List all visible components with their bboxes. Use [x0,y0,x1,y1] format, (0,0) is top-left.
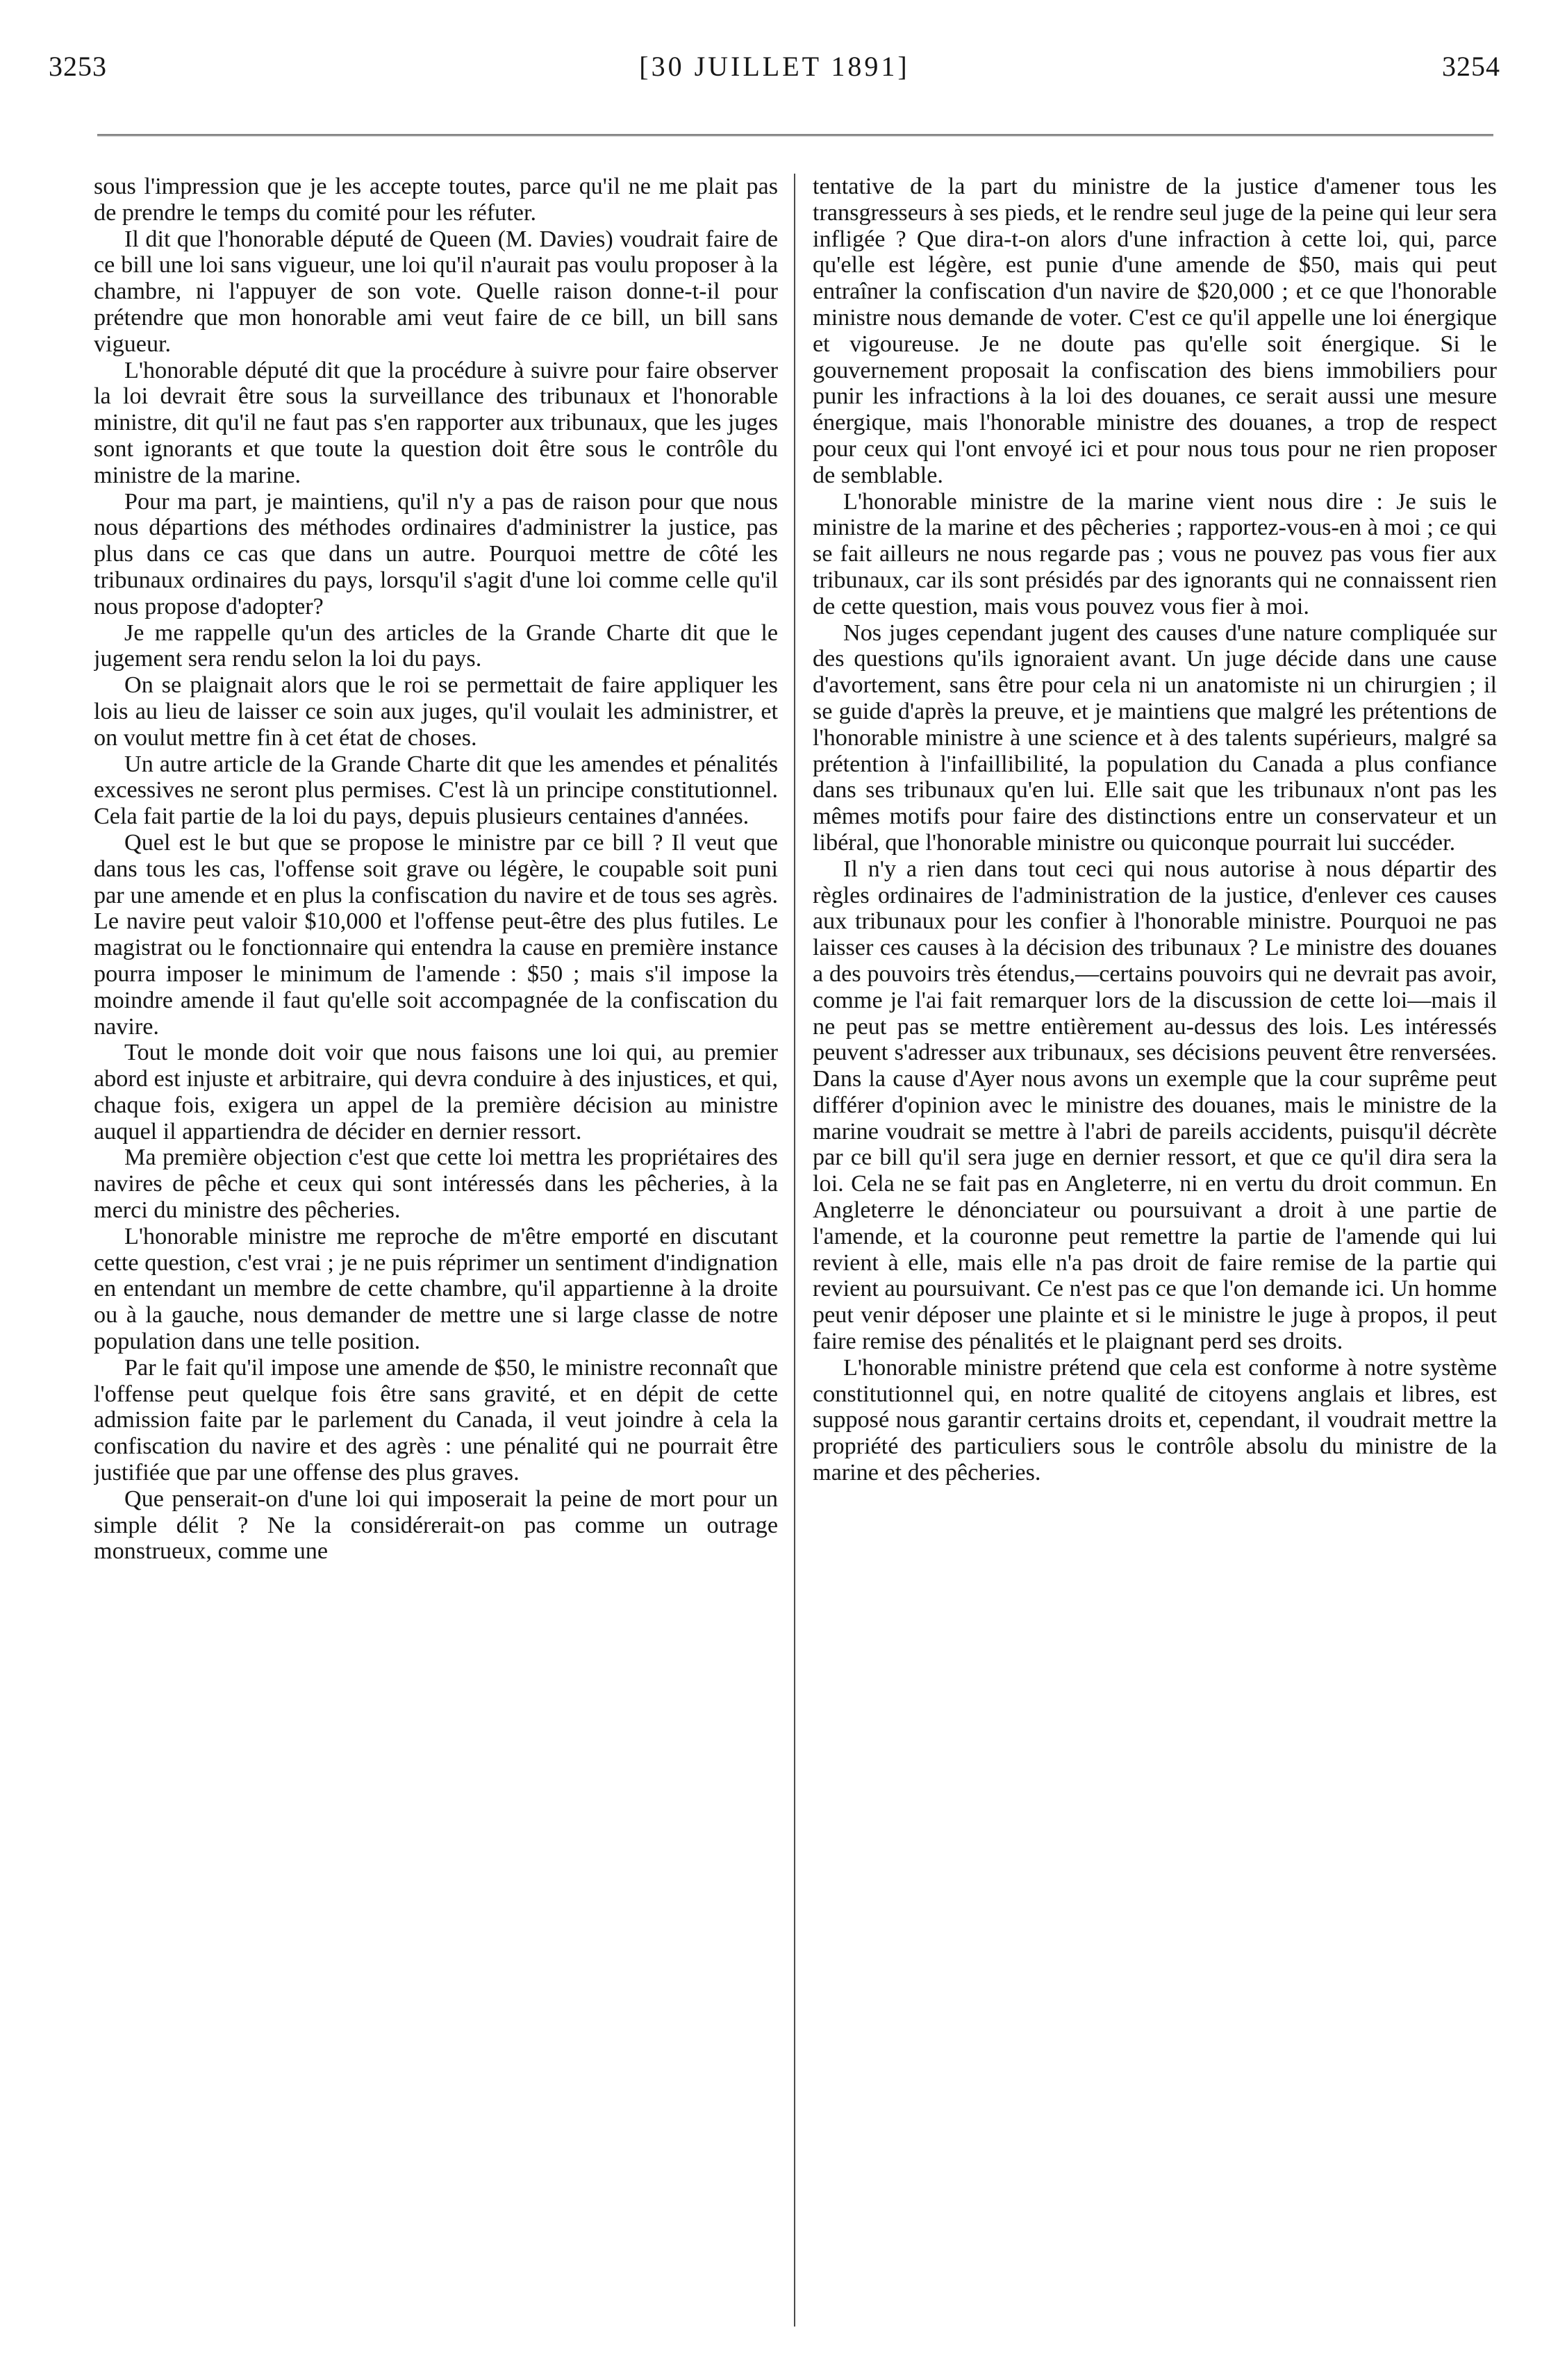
paragraph: Ma première objection c'est que cette loi mettra les propriétaires des navires de pêche et ceux qui sont intéressés dans les pêcheries, à la merci du ministre des pêcheries. [94,1145,778,1224]
paragraph: Quel est le but que se propose le ministre par ce bill ? Il veut que dans tous les cas, l'offense soit grave ou légère, le coupable soit puni par une amende et en plus la confiscation du navire et de tous ses agrès. Le navire peut valoir $10,000 et l'offense peut-être des plus futiles. Le magistrat ou le fonctionnaire qui entendra la cause en première instance pourra imposer le minimum de l'amende : $50 ; mais s'il impose la moindre amende il faut qu'elle soit accompagnée de la confiscation du navire. [94,829,778,1040]
page-number-right: 3254 [1442,51,1500,82]
paragraph: Par le fait qu'il impose une amende de $50, le ministre reconnaît que l'offense peut quelque fois être sans gravité, et en dépit de cette admission faite par le parlement du Canada, il veut joindre à cela la confiscation du navire et des agrès : une pénalité qui ne pourrait être justifiée que par une offense des plus graves. [94,1354,778,1486]
paragraph: Que penserait-on d'une loi qui imposerait la peine de mort pour un simple délit ? Ne la considérerait-on pas comme un outrage monstrueux, comme une [94,1486,778,1565]
right-column [813,174,1497,2333]
header-rule [97,134,1493,136]
page-header [49,50,1500,99]
paragraph: Tout le monde doit voir que nous faisons une loi qui, au premier abord est injuste et arbitraire, qui devra conduire à des injustices, et qui, chaque fois, exigera un appel de la première décision au ministre auquel il appartiendra de décider en dernier ressort. [94,1040,778,1145]
page-number-left: 3253 [49,51,107,82]
paragraph: Il dit que l'honorable député de Queen (M. Davies) voudrait faire de ce bill une loi sans vigueur, une loi qu'il n'aurait pas voulu proposer à la chambre, ni l'appuyer de son vote. Quelle raison donne-t-il pour prétendre que mon honorable ami veut faire de ce bill, un bill sans vigueur. [94,226,778,357]
paragraph: L'honorable ministre prétend que cela est conforme à notre système constitutionnel qui, en notre qualité de citoyens anglais et libres, est supposé nous garantir certains droits et, cependant, il voudrait mettre la propriété des particuliers sous le contrôle absolu du ministre de la marine et des pêcheries. [813,1354,1497,1486]
paragraph: sous l'impression que je les accepte toutes, parce qu'il ne me plait pas de prendre le temps du comité pour les réfuter. [94,174,778,226]
left-column [94,174,778,2333]
paragraph: Je me rappelle qu'un des articles de la Grande Charte dit que le jugement sera rendu selon la loi du pays. [94,619,778,672]
column-divider [794,174,795,2327]
header-date: [30 JUILLET 1891] [639,51,910,82]
paragraph: L'honorable député dit que la procédure à suivre pour faire observer la loi devrait être sous la surveillance des tribunaux et l'honorable ministre, dit qu'il ne faut pas s'en rapporter aux tribunaux, que les juges sont ignorants et que toute la question doit être sous le contrôle du ministre de la marine. [94,357,778,488]
paragraph: L'honorable ministre de la marine vient nous dire : Je suis le ministre de la marine et des pêcheries ; rapportez-vous-en à moi ; ce qui se fait ailleurs ne nous regarde pas ; vous ne pouvez pas vous fier aux tribunaux, car ils sont présidés par des ignorants qui ne connaissent rien de cette question, mais vous pouvez vous fier à moi. [813,488,1497,619]
paragraph: Nos juges cependant jugent des causes d'une nature compliquée sur des questions qu'ils ignoraient avant. Un juge décide dans une cause d'avortement, sans être pour cela ni un anatomiste ni un chirurgien ; il se guide d'après la preuve, et je maintiens que malgré les prétentions de l'honorable ministre à une science et à des talents supérieurs, malgré sa prétention à l'infaillibilité, la population du Canada a plus confiance dans ses tribunaux qu'en lui. Elle sait que les tribunaux n'ont pas les mêmes motifs pour faire des distinctions entre un conservateur et un libéral, que l'honorable ministre ou quiconque pourrait lui succéder. [813,619,1497,856]
paragraph: Pour ma part, je maintiens, qu'il n'y a pas de raison pour que nous nous départions des méthodes ordinaires d'administrer la justice, pas plus dans ce cas que dans un autre. Pourquoi mettre de côté les tribunaux ordinaires du pays, lorsqu'il s'agit d'une loi comme celle qu'il nous propose d'adopter? [94,488,778,619]
paragraph-continuation: tentative de la part du ministre de la justice d'amener tous les transgresseurs à ses pieds, et le rendre seul juge de la peine qui leur sera infligée ? Que dira-t-on alors d'une infraction à cette loi, qui, parce qu'elle est légère, est punie d'une amende de $50, mais qui peut entraîner la confiscation d'un navire de $20,000 ; et ce que l'honorable ministre nous demande de voter. C'est ce qu'il appelle une loi énergique et vigoureuse. Je ne doute pas qu'elle soit énergique. Si le gouvernement proposait la confiscation des biens immobiliers pour punir les infractions à la loi des douanes, ce serait aussi une mesure énergique, mais l'honorable ministre des douanes, a trop de respect pour ceux qui l'ont envoyé ici et pour nous tous pour ne rien proposer de semblable. [813,174,1497,488]
paragraph: L'honorable ministre me reproche de m'être emporté en discutant cette question, c'est vrai ; je ne puis réprimer un sentiment d'indignation en entendant un membre de cette chambre, qu'il appartienne à la droite ou à la gauche, nous demander de mettre une si large classe de notre population dans une telle position. [94,1223,778,1355]
paragraph: Il n'y a rien dans tout ceci qui nous autorise à nous départir des règles ordinaires de l'administration de la justice, d'enlever ces causes aux tribunaux pour les confier à l'honorable ministre. Pourquoi ne pas laisser ces causes à la décision des tribunaux ? Le ministre des douanes a des pouvoirs très étendus,—certains pouvoirs qui ne devrait pas avoir, comme je l'ai fait remarquer lors de la discussion de cette loi—mais il ne peut pas se mettre entièrement au-dessus des lois. Les intéressés peuvent s'adresser aux tribunaux, ses décisions peuvent être renversées. Dans la cause d'Ayer nous avons un exemple que la cour suprême peut différer d'opinion avec le ministre des douanes, mais le ministre de la marine voudrait se mettre à l'abri de pareils accidents, puisqu'il décrète par ce bill qu'il sera juge en dernier ressort, et que ce qu'il dira sera la loi. Cela ne se fait pas en Angleterre, ni en vertu du droit commun. En Angleterre le dénonciateur ou poursuivant a droit à une partie de l'amende, et la couronne peut remettre la partie de l'amende qui lui revient à elle, mais elle n'a pas droit de faire remise de la partie qui revient au poursuivant. Ce n'est pas ce que l'on demande ici. Un homme peut venir déposer une plainte et si le ministre le juge à propos, il peut faire remise des pénalités et le plaignant perd ses droits. [813,856,1497,1355]
paragraph: On se plaignait alors que le roi se permettait de faire appliquer les lois au lieu de laisser ce soin aux juges, qu'il voulait les administrer, et on voulut mettre fin à cet état de choses. [94,672,778,751]
paragraph: Un autre article de la Grande Charte dit que les amendes et pénalités excessives ne seront plus permises. C'est là un principe constitutionnel. Cela fait partie de la loi du pays, depuis plusieurs centaines d'années. [94,751,778,830]
